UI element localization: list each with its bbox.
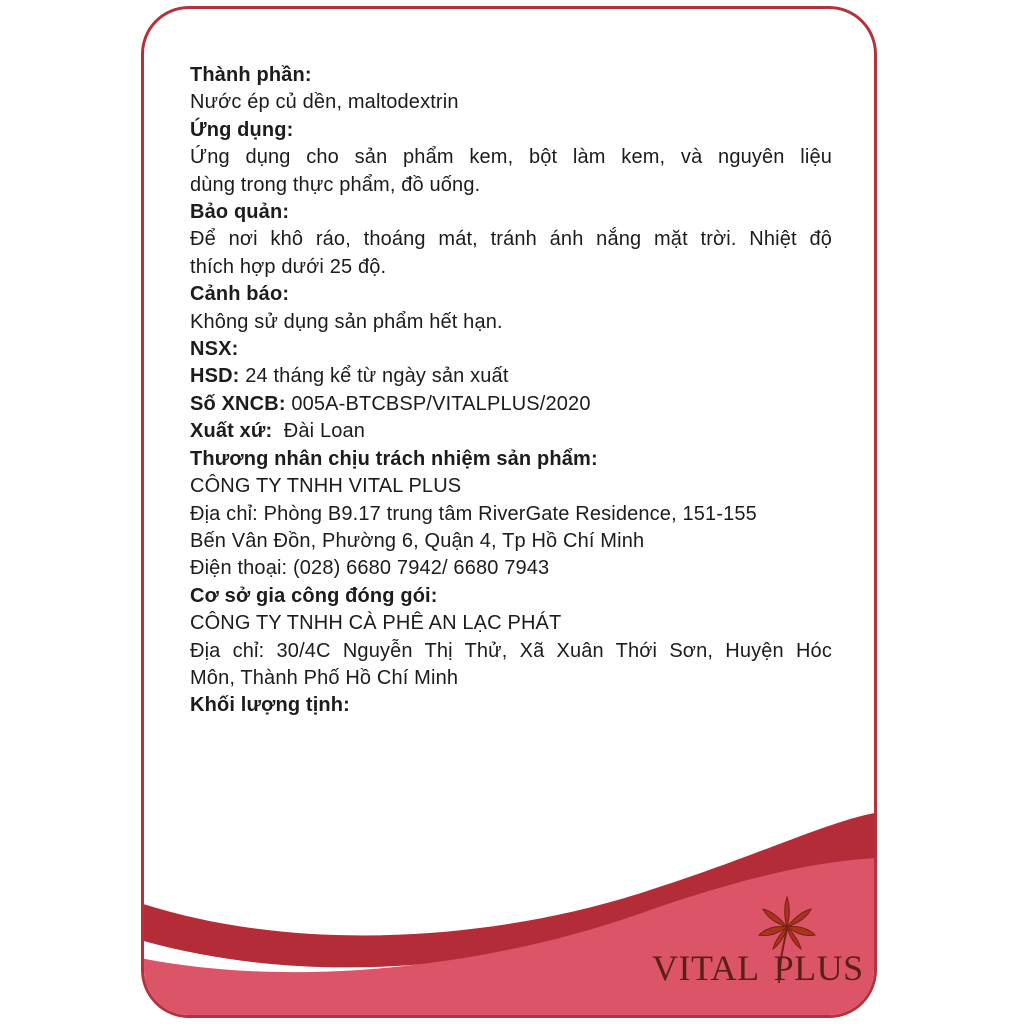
cert-label: Số XNCB: — [190, 392, 286, 415]
origin-value: Đài Loan — [272, 420, 366, 443]
trader-name: CÔNG TY TNHH VITAL PLUS — [190, 475, 462, 498]
warning-value: Không sử dụng sản phẩm hết hạn. — [190, 310, 503, 333]
origin-label: Xuất xứ: — [190, 420, 273, 443]
application-label: Ứng dụng: — [190, 118, 294, 141]
vitalplus-logo — [652, 893, 862, 993]
storage-value-line-2: thích hợp dưới 25 độ. — [190, 255, 387, 278]
net-weight-label: Khối lượng tịnh: — [190, 694, 350, 717]
trader-address-line-1: Địa chỉ: Phòng B9.17 trung tâm RiverGate Residence, 151-155 — [190, 502, 757, 525]
ingredients-value: Nước ép củ dền, maltodextrin — [190, 91, 459, 114]
brand-wordmark — [652, 947, 862, 989]
application-value-line-2: dùng trong thực phẩm, đồ uống. — [190, 173, 481, 196]
ingredients-label: Thành phần: — [190, 64, 312, 86]
packer-address-line-1: Địa chỉ: 30/4C Nguyễn Thị Thử, Xã Xuân Thới Sơn, Huyện Hóc — [190, 639, 832, 662]
packer-name: CÔNG TY TNHH CÀ PHÊ AN LẠC PHÁT — [190, 612, 562, 635]
packer-label: Cơ sở gia công đóng gói: — [190, 584, 438, 607]
trader-address-line-2: Bến Vân Đồn, Phường 6, Quận 4, Tp Hồ Chí Minh — [190, 529, 645, 552]
storage-label: Bảo quản: — [190, 201, 290, 224]
expiry-value: 24 tháng kể từ ngày sản xuất — [239, 365, 509, 388]
brand-name-part-1: VITAL — [652, 948, 760, 988]
brand-name-part-2: PLUS — [773, 948, 864, 988]
storage-value-line-1: Để nơi khô ráo, thoáng mát, tránh ánh nắng mặt trời. Nhiệt độ — [190, 228, 832, 251]
application-value-line-1: Ứng dụng cho sản phẩm kem, bột làm kem, và nguyên liệu — [190, 146, 832, 169]
trader-label: Thương nhân chịu trách nhiệm sản phẩm: — [190, 447, 598, 470]
packer-address-line-2: Môn, Thành Phố Hồ Chí Minh — [190, 666, 459, 689]
mfg-label: NSX: — [190, 338, 239, 361]
expiry-label: HSD: — [190, 365, 240, 388]
trader-phone: Điện thoại: (028) 6680 7942/ 6680 7943 — [190, 557, 550, 580]
warning-label: Cảnh báo: — [190, 283, 290, 306]
cert-value: 005A-BTCBSP/VITALPLUS/2020 — [285, 392, 591, 415]
